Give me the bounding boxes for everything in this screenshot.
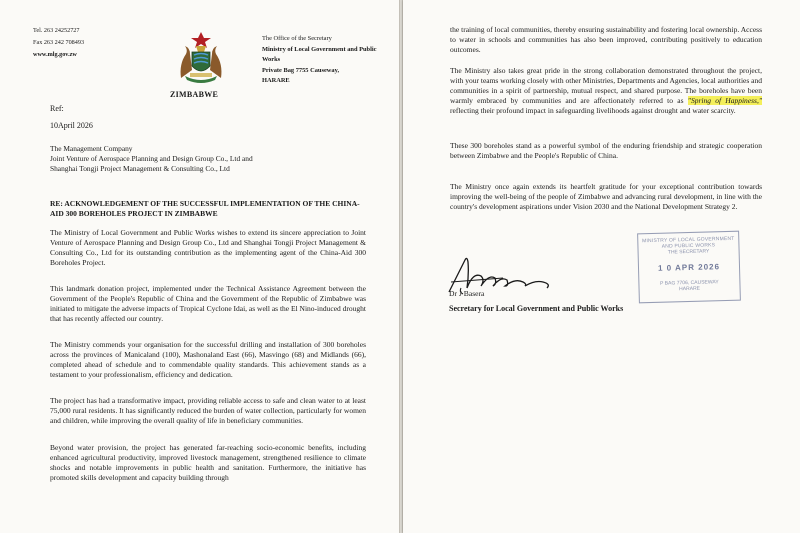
- body-paragraph: The project has had a transformative impact, providing reliable access to safe and clean water to at least 75,000 rural residents. It has significantly reduced the burden of water collection, particularly for women and children, while improving the overall quality of life in beneficiary communities.: [50, 396, 366, 425]
- body-paragraph: The Ministry of Local Government and Public Works wishes to extend its sincere appreciation to Joint Venture of Aerospace Planning and Design Group Co., Ltd and Shanghai Tongji Project Management & Consulting Co., Ltd for its outstanding contribution as the implementing agent of the China-Aid 300 Boreholes Project.: [50, 228, 366, 267]
- stamp-ministry: MINISTRY OF LOCAL GOVERNMENT AND PUBLIC WORKS: [641, 235, 735, 250]
- address-block: [262, 34, 382, 87]
- country-name: ZIMBABWE: [170, 90, 219, 99]
- paragraph-text: reflecting their profound impact in safeguarding livelihoods against drought and water scarcity.: [450, 105, 736, 115]
- paragraph-text: The Ministry also takes great pride in the strong collaboration demonstrated throughout the project, with your teams working closely with other Ministries, Departments and Agencies, local authorities and communities in a spirit of partnership, mutual respect, and shared purpose. The boreholes have been warmly embraced by communities and are affectionately referred to as: [450, 66, 762, 105]
- highlighted-phrase: "Spring of Happiness,": [687, 95, 762, 105]
- body-paragraph: The Ministry once again extends its heartfelt gratitude for your exceptional contribution towards improving the well-being of the people of Zimbabwe and advancing rural development, in line with the country's development aspirations under Vision 2030 and the National Development Strategy 2.: [450, 182, 762, 211]
- tel-number: Tel. 263 24252727: [33, 27, 80, 34]
- body-paragraph: This landmark donation project, implemented under the Technical Assistance Agreement between the Government of the People's Republic of China and the Government of the Republic of Zimbabwe was initiated to mitigate the adverse impacts of Tropical Cyclone Idai, as well as the El Nino-induced drought that has recently affected our country.: [50, 284, 366, 323]
- stamp-address: P BAG 7706, CAUSEWAY: [660, 279, 719, 287]
- recipient-line: Shanghai Tongji Project Management & Consulting Co., Ltd: [50, 164, 230, 174]
- letter-page-2: [403, 0, 800, 533]
- city: HARARE: [262, 77, 290, 84]
- letter-page-1: [0, 0, 399, 533]
- office-line: The Office of the Secretary: [262, 35, 332, 42]
- stamp-city: HARARE: [679, 285, 701, 293]
- body-paragraph: Beyond water provision, the project has generated far-reaching socio-economic benefits, including enhanced agricultural productivity, improved livestock management, strengthened resilience to climate shocks and notable improvements in public health and sanitation. Furthermore, the initiative has promoted skills development and capacity building through: [50, 443, 366, 482]
- coat-of-arms-icon: [173, 30, 229, 86]
- website: www.mlg.gov.zw: [33, 51, 77, 58]
- body-paragraph: These 300 boreholes stand as a powerful symbol of the enduring friendship and strategic cooperation between Zimbabwe and the People's Republic of China.: [450, 141, 762, 160]
- ref-label: Ref:: [50, 104, 64, 113]
- letter-date: 10April 2026: [50, 121, 93, 130]
- recipient-line: The Management Company: [50, 144, 133, 153]
- body-paragraph: [450, 66, 762, 116]
- body-paragraph: The Ministry commends your organisation for the successful drilling and installation of 300 boreholes across the provinces of Manicaland (100), Mashonaland East (66), Masvingo (68) and Midlands (66), completed ahead of schedule and to commendable quality standards. This achievement stands as a testament to your professionalism, efficiency and dedication.: [50, 340, 366, 379]
- recipient-line: Joint Venture of Aerospace Planning and Design Group Co., Ltd and: [50, 154, 253, 164]
- po-box: Private Bag 7755 Causeway,: [262, 66, 340, 74]
- body-paragraph: the training of local communities, thereby ensuring sustainability and fostering local ownership. Access to water in schools and communities has also been improved, contributing positively to education outcomes.: [450, 25, 762, 54]
- contact-block: [33, 25, 84, 61]
- fax-number: Fax 263 242 708493: [33, 39, 85, 46]
- ministry-name: Ministry of Local Government and Public Works: [262, 45, 377, 63]
- recipient-block: [50, 144, 390, 175]
- received-stamp: [637, 231, 741, 304]
- subject-line: RE: ACKNOWLEDGEMENT OF THE SUCCESSFUL IMPLEMENTATION OF THE CHINA-AID 300 BOREHOLES PROJECT IN ZIMBABWE: [50, 199, 360, 218]
- signatory-name: Dr J Basera: [449, 289, 485, 298]
- stamp-date: 1 0 APR 2026: [657, 262, 721, 273]
- signatory-title: Secretary for Local Government and Public Works: [449, 304, 624, 313]
- stamp-office: THE SECRETARY: [667, 248, 710, 256]
